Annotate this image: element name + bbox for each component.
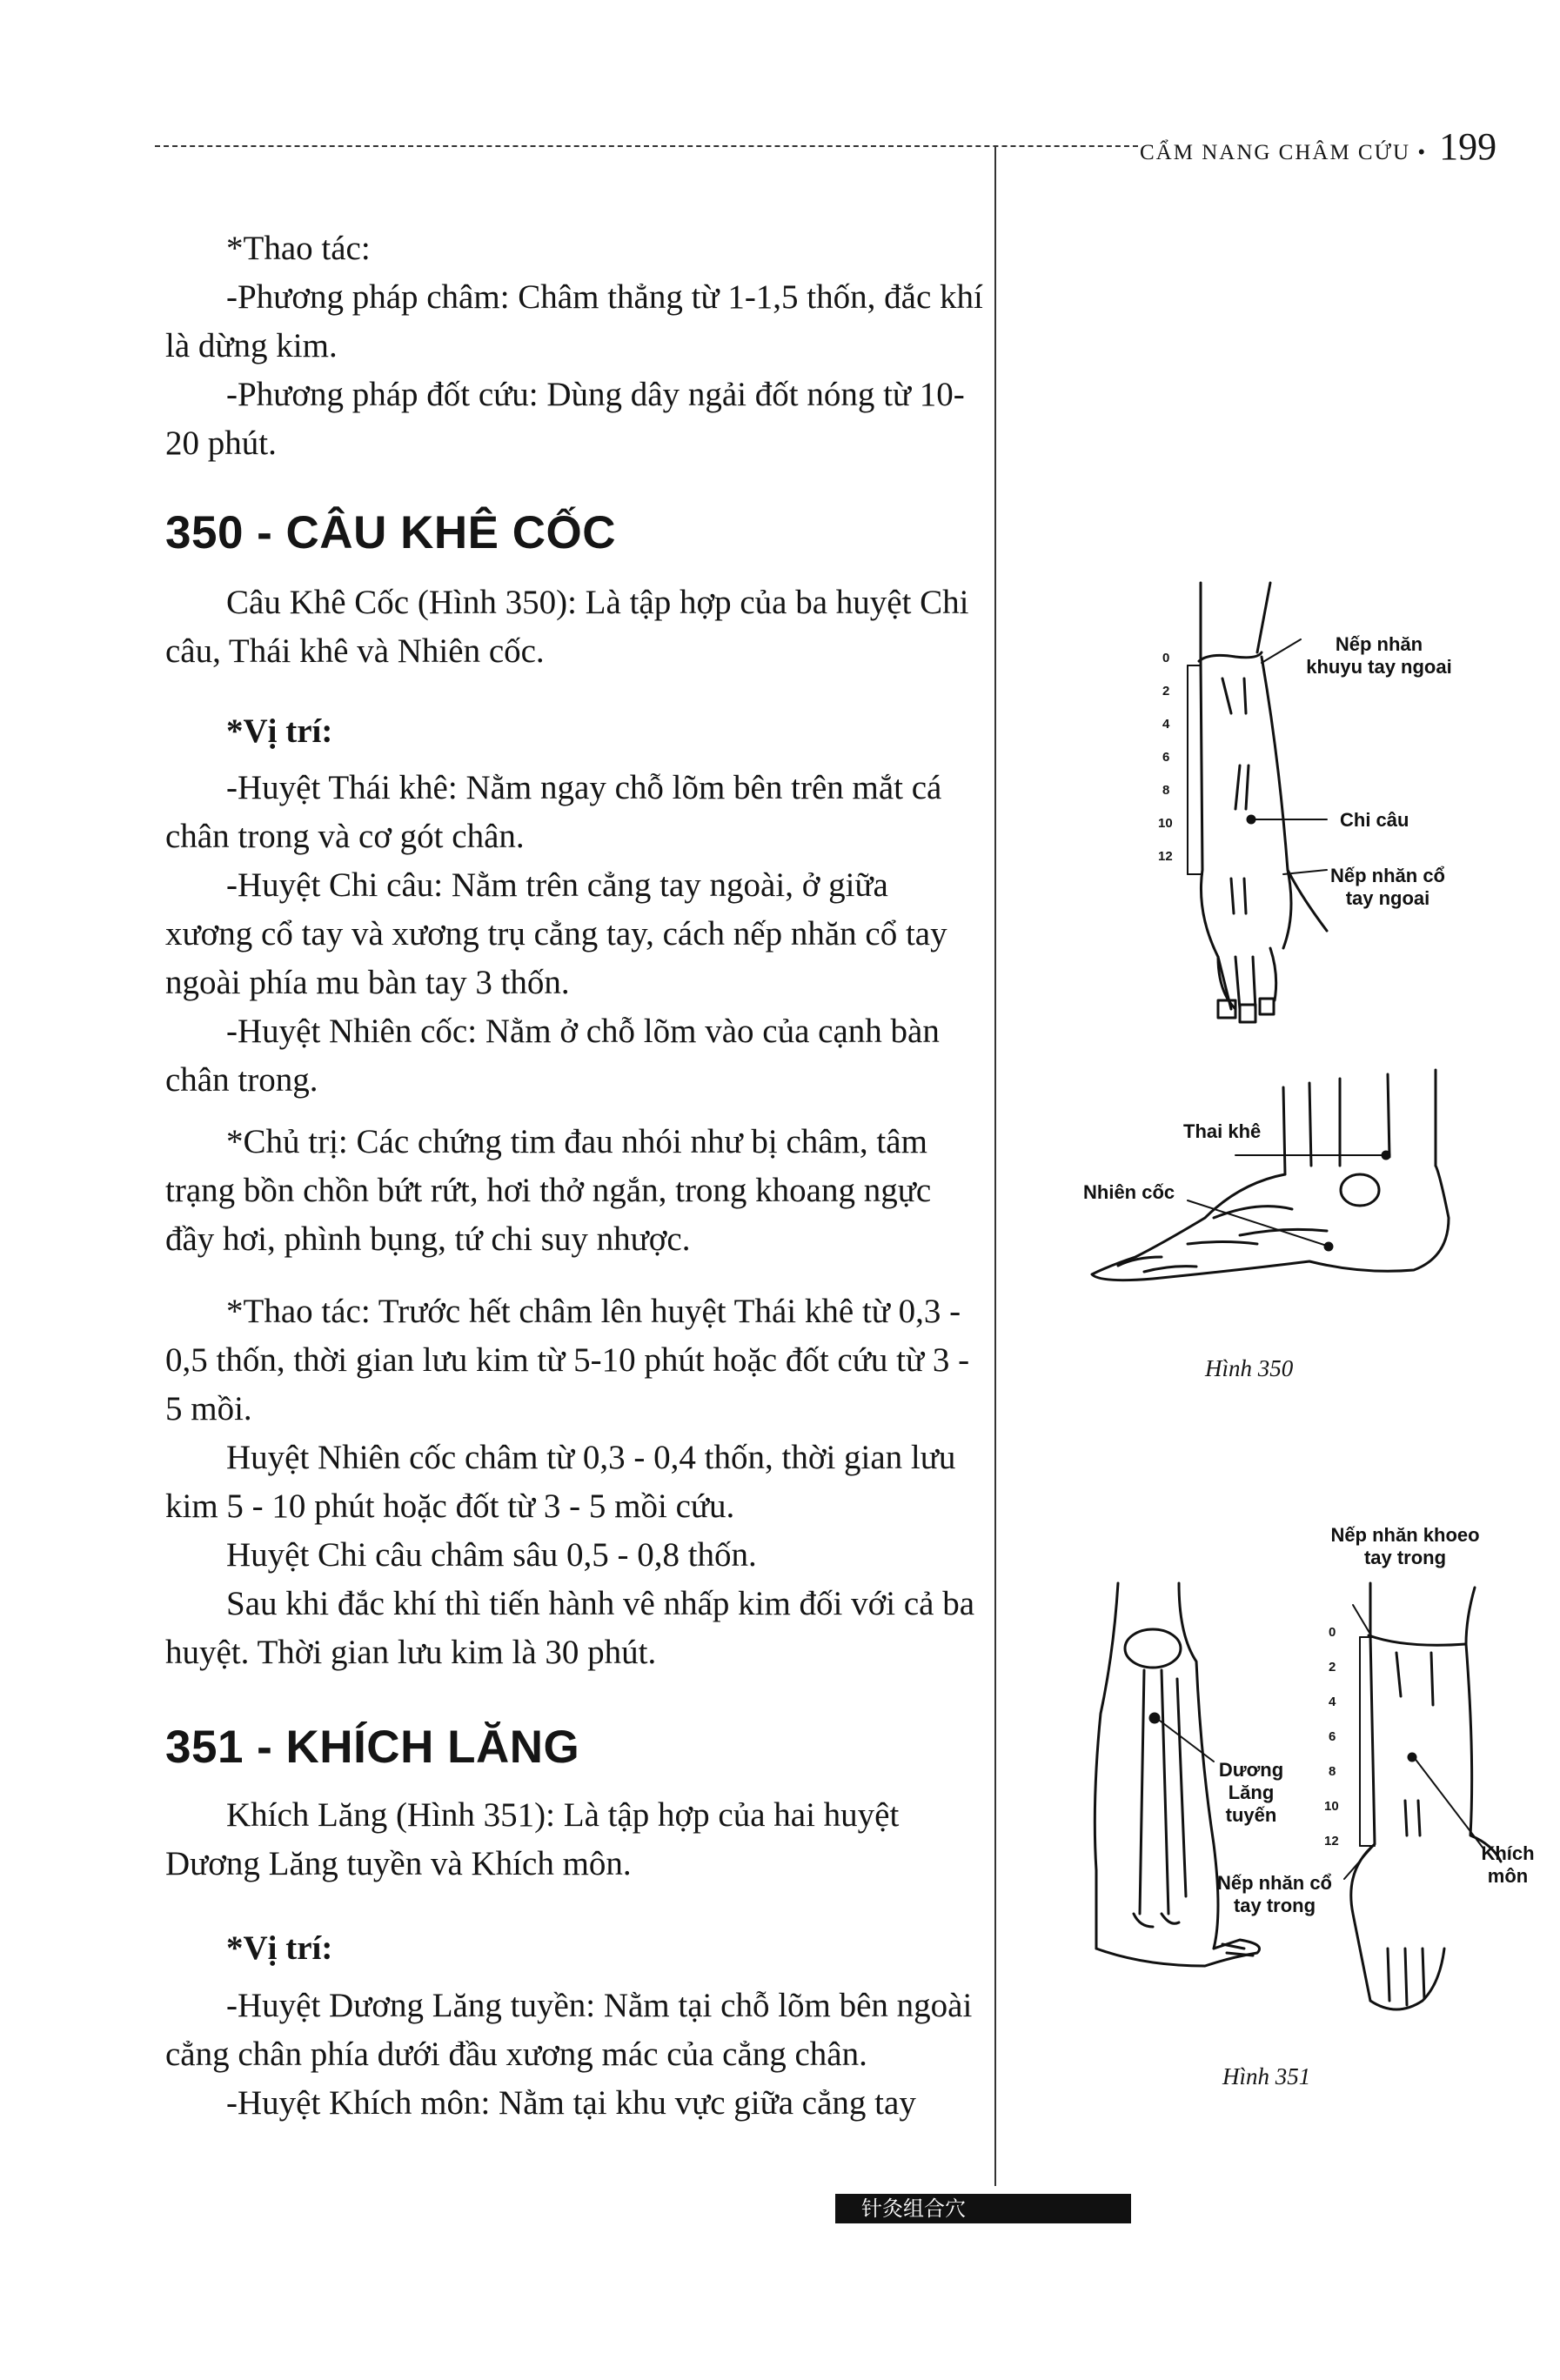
label-chi-cau: Chi câu bbox=[1340, 809, 1409, 831]
tick-10-351: 10 bbox=[1324, 1799, 1339, 1814]
running-header bbox=[1140, 124, 1496, 169]
tick-12-350: 12 bbox=[1158, 849, 1173, 864]
label-nep-nhan-khuyu: Nếp nhăn khuyu tay ngoai bbox=[1306, 633, 1452, 678]
tick-4-351: 4 bbox=[1329, 1695, 1336, 1709]
label-nep-nhan-khoeo: Nếp nhăn khoeo tay trong bbox=[1330, 1524, 1480, 1568]
section-350-vi-tri-heading: *Vị trí: bbox=[226, 712, 333, 750]
thao-tac-350: *Thao tác: Trước hết châm lên huyệt Thái khê từ 0,3 - 0,5 thốn, thời gian lưu kim từ 5-10 phút hoặc đốt cứu từ 3 - 5 mồi. bbox=[165, 1293, 970, 1427]
after-qi-note: Sau khi đắc khí thì tiến hành vê nhấp kim đối với cả ba huyệt. Thời gian lưu kim là 30 phút. bbox=[165, 1585, 975, 1671]
label-nep-nhan-co-tay-trong: Nếp nhăn cổ tay trong bbox=[1216, 1872, 1332, 1916]
header-rule bbox=[155, 145, 1138, 147]
running-title: CẨM NANG CHÂM CỨU bbox=[1140, 141, 1411, 164]
nhien-coc-location: -Huyệt Nhiên cốc: Nằm ở chỗ lõm vào của cạnh bàn chân trong. bbox=[165, 1013, 940, 1099]
page-number: 199 bbox=[1439, 125, 1497, 168]
khich-mon-location: -Huyệt Khích môn: Nằm tại khu vực giữa cẳng tay bbox=[226, 2084, 916, 2122]
tick-12-351: 12 bbox=[1324, 1834, 1339, 1849]
tick-8-350: 8 bbox=[1162, 783, 1170, 798]
phuong-phap-dot-cuu: -Phương pháp đốt cứu: Dùng dây ngải đốt nóng từ 10-20 phút. bbox=[165, 376, 965, 462]
tick-8-351: 8 bbox=[1329, 1764, 1336, 1779]
tick-6-351: 6 bbox=[1329, 1729, 1336, 1744]
figure-351-caption: Hình 351 bbox=[1222, 2063, 1311, 2089]
section-350-intro: Câu Khê Cốc (Hình 350): Là tập hợp của ba huyệt Chi câu, Thái khê và Nhiên cốc. bbox=[165, 584, 969, 670]
chi-cau-location: -Huyệt Chi câu: Nằm trên cẳng tay ngoài, ở giữa xương cổ tay và xương trụ cẳng tay, cách nếp nhăn cổ tay ngoài phía mu bàn tay 3 thốn. bbox=[165, 866, 947, 1001]
section-351-title: 351 - KHÍCH LĂNG bbox=[165, 1721, 580, 1773]
tick-2-351: 2 bbox=[1329, 1660, 1336, 1675]
label-nep-nhan-co-tay-ngoai: Nếp nhăn cổ tay ngoai bbox=[1329, 865, 1445, 909]
footer-tab: 针灸组合穴 bbox=[835, 2194, 1131, 2223]
figure-350-caption: Hình 350 bbox=[1205, 1355, 1294, 1381]
nhien-coc-needling: Huyệt Nhiên cốc châm từ 0,3 - 0,4 thốn, thời gian lưu kim 5 - 10 phút hoặc đốt từ 3 - 5 mồi cứu. bbox=[165, 1439, 956, 1525]
section-351-intro: Khích Lăng (Hình 351): Là tập hợp của hai huyệt Dương Lăng tuyền và Khích môn. bbox=[165, 1796, 900, 1882]
duong-lang-tuyen-location: -Huyệt Dương Lăng tuyền: Nằm tại chỗ lõm bên ngoài cẳng chân phía dưới đầu xương mác của cẳng chân. bbox=[165, 1987, 973, 2073]
phuong-phap-cham: -Phương pháp châm: Châm thẳng từ 1-1,5 thốn, đắc khí là dừng kim. bbox=[165, 278, 983, 364]
tick-0-350: 0 bbox=[1162, 651, 1170, 665]
tick-10-350: 10 bbox=[1158, 816, 1173, 831]
inner-forearm-illustration-351 bbox=[1336, 1583, 1510, 2036]
section-351-vi-tri-heading: *Vị trí: bbox=[226, 1929, 333, 1967]
label-duong-lang-tuyen: Dương Lăng tuyến bbox=[1218, 1759, 1284, 1826]
tick-6-350: 6 bbox=[1162, 750, 1170, 765]
label-nhien-coc: Nhiên cốc bbox=[1083, 1181, 1175, 1203]
label-thai-khe: Thai khê bbox=[1183, 1120, 1262, 1142]
column-divider bbox=[994, 146, 996, 2186]
tick-0-351: 0 bbox=[1329, 1625, 1336, 1640]
thao-tac-heading: *Thao tác: bbox=[226, 230, 371, 267]
header-bullet: • bbox=[1417, 141, 1428, 164]
label-khich-mon: Khích môn bbox=[1481, 1842, 1535, 1887]
tick-4-350: 4 bbox=[1162, 717, 1170, 732]
thai-khe-location: -Huyệt Thái khê: Nằm ngay chỗ lõm bên trên mắt cá chân trong và cơ gót chân. bbox=[165, 769, 942, 855]
section-350-title: 350 - CÂU KHÊ CỐC bbox=[165, 507, 616, 558]
chi-cau-needling: Huyệt Chi câu châm sâu 0,5 - 0,8 thốn. bbox=[226, 1536, 757, 1574]
chu-tri: *Chủ trị: Các chứng tim đau nhói như bị châm, tâm trạng bồn chồn bứt rứt, hơi thở ngắn, trong khoang ngực đầy hơi, phình bụng, tứ chi suy nhược. bbox=[165, 1123, 932, 1258]
tick-2-350: 2 bbox=[1162, 684, 1170, 699]
